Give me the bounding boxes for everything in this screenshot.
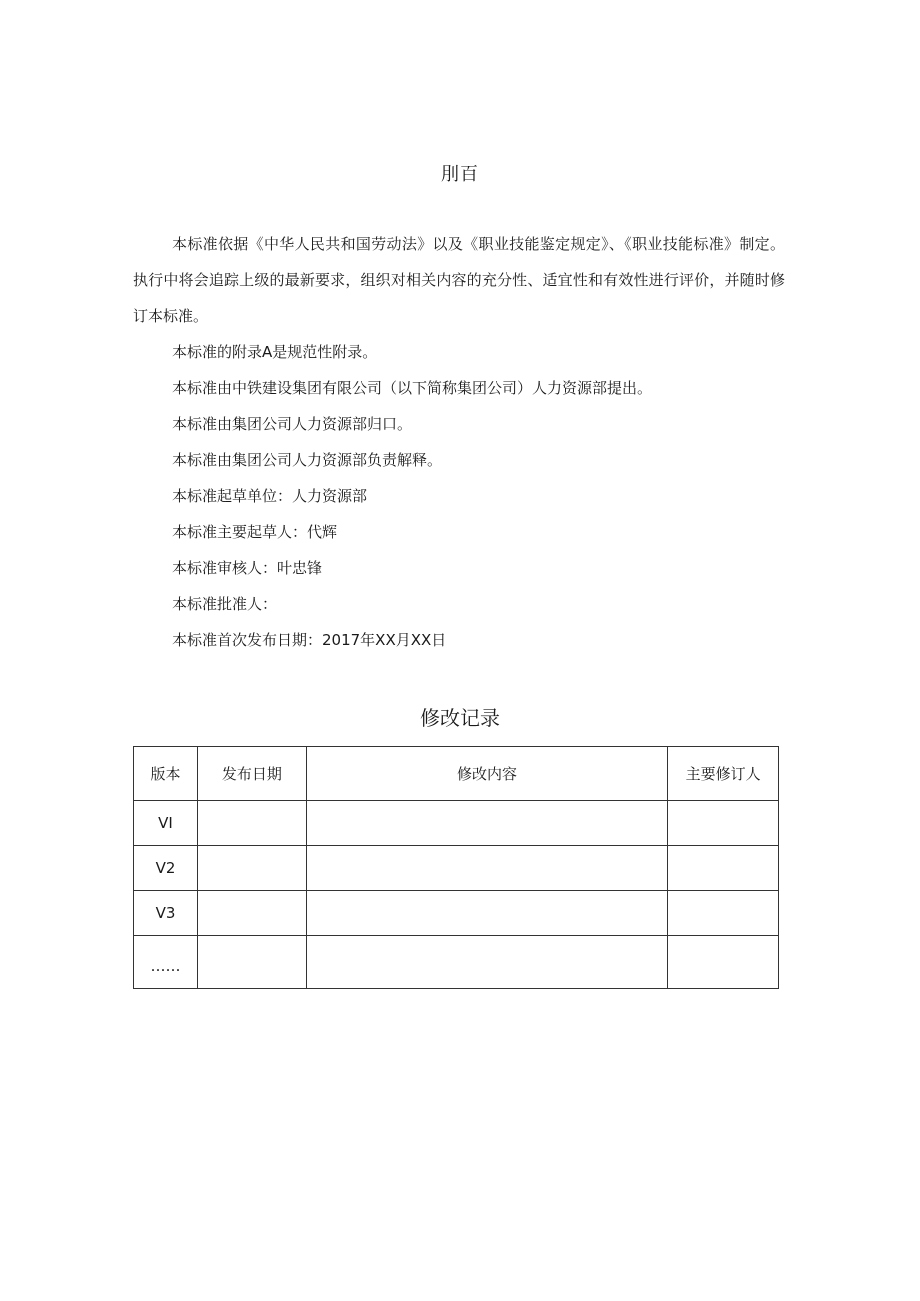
cell-version: V2	[134, 846, 198, 891]
header-main-reviser: 主要修订人	[668, 747, 779, 801]
header-revision-content: 修改内容	[306, 747, 667, 801]
header-release-date: 发布日期	[197, 747, 306, 801]
cell-version: ……	[134, 936, 198, 989]
cell-reviser	[668, 936, 779, 989]
cell-version: V3	[134, 891, 198, 936]
table-row	[134, 891, 779, 936]
table-row	[134, 846, 779, 891]
paragraph-interpreter: 本标准由集团公司人力资源部负责解释。	[172, 451, 443, 469]
cell-date	[197, 801, 306, 846]
cell-content	[306, 936, 667, 989]
cell-content	[306, 891, 667, 936]
cell-date	[197, 936, 306, 989]
cell-reviser	[668, 846, 779, 891]
paragraph-approver: 本标准批准人：	[172, 595, 278, 613]
table-row	[134, 801, 779, 846]
cell-reviser	[668, 801, 779, 846]
cell-reviser	[668, 891, 779, 936]
cell-date	[197, 846, 306, 891]
cell-content	[306, 801, 667, 846]
cell-content	[306, 846, 667, 891]
cell-version: VI	[134, 801, 198, 846]
table-row	[134, 936, 779, 989]
foreword-body	[133, 226, 785, 658]
paragraph-release-date: 本标准首次发布日期：2017年XX月XX日	[172, 631, 447, 649]
cell-date	[197, 891, 306, 936]
paragraph-main-drafter: 本标准主要起草人：代辉	[172, 523, 338, 541]
paragraph-reviewer: 本标准审核人：叶忠锋	[172, 559, 323, 577]
paragraph-basis: 本标准依据《中华人民共和国劳动法》以及《职业技能鉴定规定》、《职业技能标准》制定。执行中将会追踪上级的最新要求，组织对相关内容的充分性、适宜性和有效性进行评价，并随时修订本标准。	[133, 235, 785, 325]
revision-record-title: 修改记录	[420, 706, 500, 730]
header-version: 版本	[134, 747, 198, 801]
paragraph-proposer: 本标准由中铁建设集团有限公司（以下简称集团公司）人力资源部提出。	[172, 379, 653, 397]
paragraph-appendix: 本标准的附录A是规范性附录。	[172, 343, 378, 361]
paragraph-drafting-unit: 本标准起草单位：人力资源部	[172, 487, 368, 505]
revision-table	[133, 746, 779, 989]
page-title: 刖百	[441, 164, 479, 185]
table-header-row	[134, 747, 779, 801]
paragraph-administrator: 本标准由集团公司人力资源部归口。	[172, 415, 413, 433]
